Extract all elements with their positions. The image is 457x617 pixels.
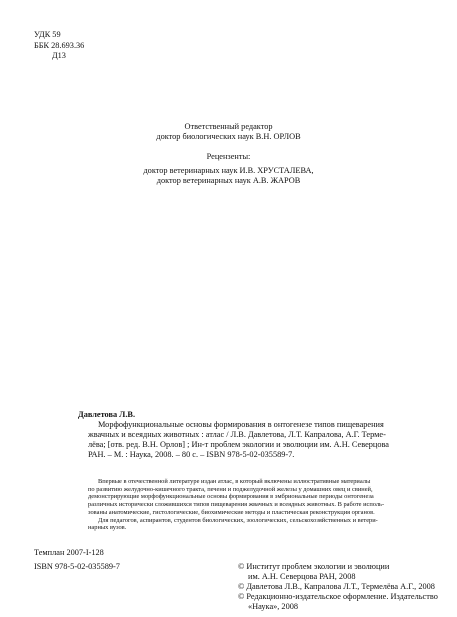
annotation-line: зованы анатомические, гистологические, биохимические методы и пластическая реконструкция органов.	[88, 508, 375, 516]
reviewer-item: доктор ветеринарных наук А.В. ЖАРОВ	[156, 176, 301, 185]
record-line: РАН. – М. : Наука, 2008. – 80 с. – ISBN 978-5-02-035589-7.	[88, 450, 295, 459]
record-author: Давлетова Л.В.	[78, 410, 136, 419]
editor-block	[0, 122, 457, 142]
annotation-line: Впервые в отечественной литературе издан атлас, в который включены иллюстративные материалы	[98, 478, 371, 485]
annotation-line: по развитию желудочно-кишечного тракта, печени и поджелудочной железы у домашних овец и свиней,	[88, 485, 373, 493]
copyright-line: © Институт проблем экологии и эволюции	[238, 562, 390, 571]
record-line: лёва; [отв. ред. В.Н. Орлов] ; Ин-т проблем экологии и эволюции им. А.Н. Северцова	[88, 440, 389, 449]
editor-name: доктор биологических наук В.Н. ОРЛОВ	[156, 132, 301, 141]
record-line: жвачных и всеядных животных : атлас / Л.В. Давлетова, Л.Т. Капралова, А.Г. Терме-	[88, 430, 386, 439]
editor-title: Ответственный редактор	[184, 122, 273, 131]
copyright-line: «Наука», 2008	[248, 602, 299, 611]
reviewer-item: доктор ветеринарных наук И.В. ХРУСТАЛЕВА,	[143, 166, 314, 175]
copyright-line: им. А.Н. Северцова РАН, 2008	[248, 572, 356, 581]
copyright-line: © Редакционно-издательское оформление. Издательство	[238, 592, 438, 601]
annotation-line: Для педагогов, аспирантов, студентов биологических, зоологических, сельскохозяйственных и ветери-	[98, 516, 378, 524]
isbn-number: ISBN 978-5-02-035589-7	[34, 562, 120, 571]
annotation-line: нарных вузов.	[88, 524, 127, 532]
copyright-block	[238, 562, 438, 612]
templan-number: Темплан 2007-I-128	[34, 548, 104, 557]
author-mark: Д13	[52, 51, 66, 60]
annotation-line: демонстрирующие морфофункциональные основы формирования в эмбриональные периоды онтогенеза	[88, 493, 374, 501]
classification-codes	[34, 30, 84, 62]
annotation	[88, 478, 384, 532]
bibliographic-record	[78, 410, 406, 460]
reviewers-block	[0, 152, 457, 186]
udk-code: УДК 59	[34, 30, 61, 39]
copyright-line: © Давлетова Л.В., Капралова Л.Т., Термелёва А.Г., 2008	[238, 582, 435, 591]
reviewers-title: Рецензенты:	[206, 152, 251, 161]
record-line: Морфофункциональные основы формирования в онтогенезе типов пищеварения	[98, 420, 384, 429]
annotation-line: различных исторически сложившихся типов пищеварения жвачных и всеядных животных. В работе исполь-	[88, 501, 385, 509]
bbk-code: ББК 28.693.36	[34, 40, 85, 50]
